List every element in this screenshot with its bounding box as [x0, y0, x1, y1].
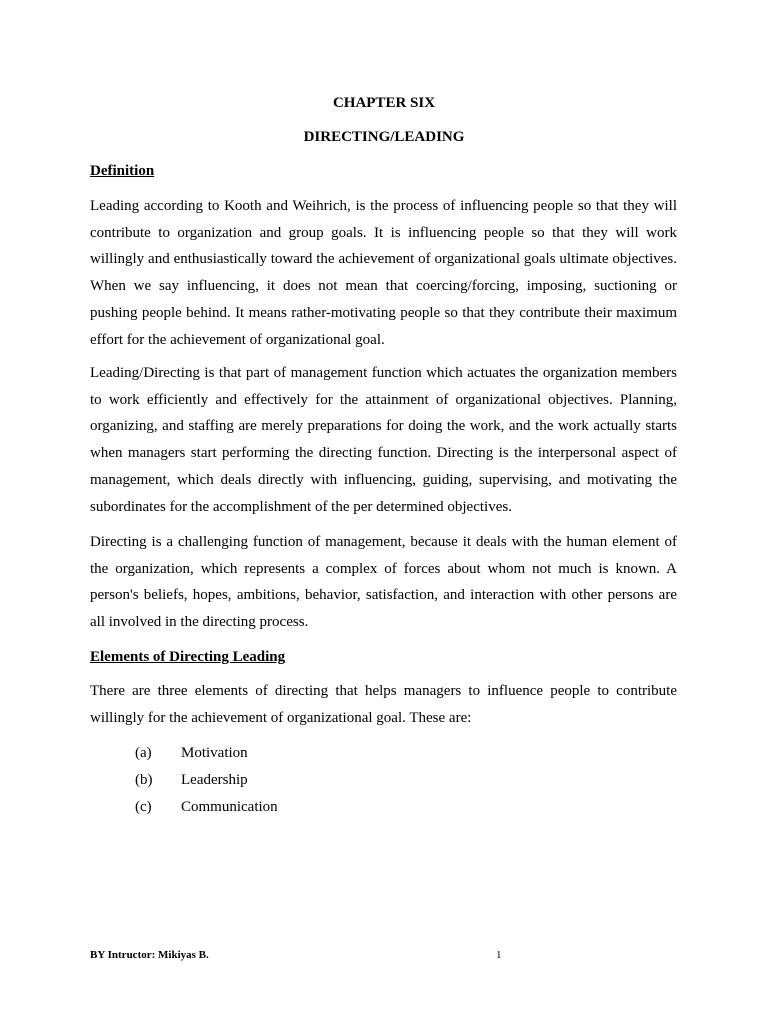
elements-intro-paragraph: There are three elements of directing that helps managers to influence people to contribute willingly for the achievement of organizational goal. These are:	[90, 683, 677, 726]
footer-author: BY Intructor: Mikiyas B.	[90, 949, 209, 961]
list-marker: (c)	[135, 799, 152, 815]
directing-paragraph: Leading/Directing is that part of management function which actuates the organization members to work efficiently and effectively for the attainment of organizational objectives. Planning, organizing, and staffing are merely preparations for doing the work, and the work actually starts when managers start performing the directing function. Directing is the interpersonal aspect of management, which deals directly with influencing, guiding, supervising, and motivating the subordinates for the accomplishment of the per determined objectives.	[90, 365, 677, 515]
elements-heading: Elements of Directing Leading	[90, 649, 286, 665]
list-item-text: Leadership	[181, 772, 248, 788]
challenge-paragraph: Directing is a challenging function of management, because it deals with the human element of the organization, which represents a complex of forces about whom not much is known. A person's beliefs, hopes, ambitions, behavior, satisfaction, and interaction with other persons are all involved in the directing process.	[90, 534, 677, 631]
chapter-label: CHAPTER SIX	[332, 95, 436, 111]
list-marker: (a)	[135, 745, 152, 761]
list-item	[135, 768, 278, 795]
page-number: 1	[496, 949, 502, 961]
list-item	[135, 741, 278, 768]
definition-paragraph: Leading according to Kooth and Weihrich, is the process of influencing people so that they will contribute to organization and group goals. It is influencing people so that they will work willingly and enthusiastically toward the achievement of organizational goals ultimate objectives. When we say influencing, it does not mean that coercing/forcing, imposing, suctioning or pushing people behind. It means rather-motivating people so that they contribute their maximum effort for the achievement of organizational goal.	[90, 198, 677, 348]
list-item-text: Motivation	[181, 745, 248, 761]
list-item-text: Communication	[181, 799, 278, 815]
elements-list	[135, 741, 278, 822]
list-item	[135, 795, 278, 822]
list-marker: (b)	[135, 772, 153, 788]
definition-heading: Definition	[90, 163, 155, 179]
chapter-title: DIRECTING/LEADING	[303, 129, 465, 145]
